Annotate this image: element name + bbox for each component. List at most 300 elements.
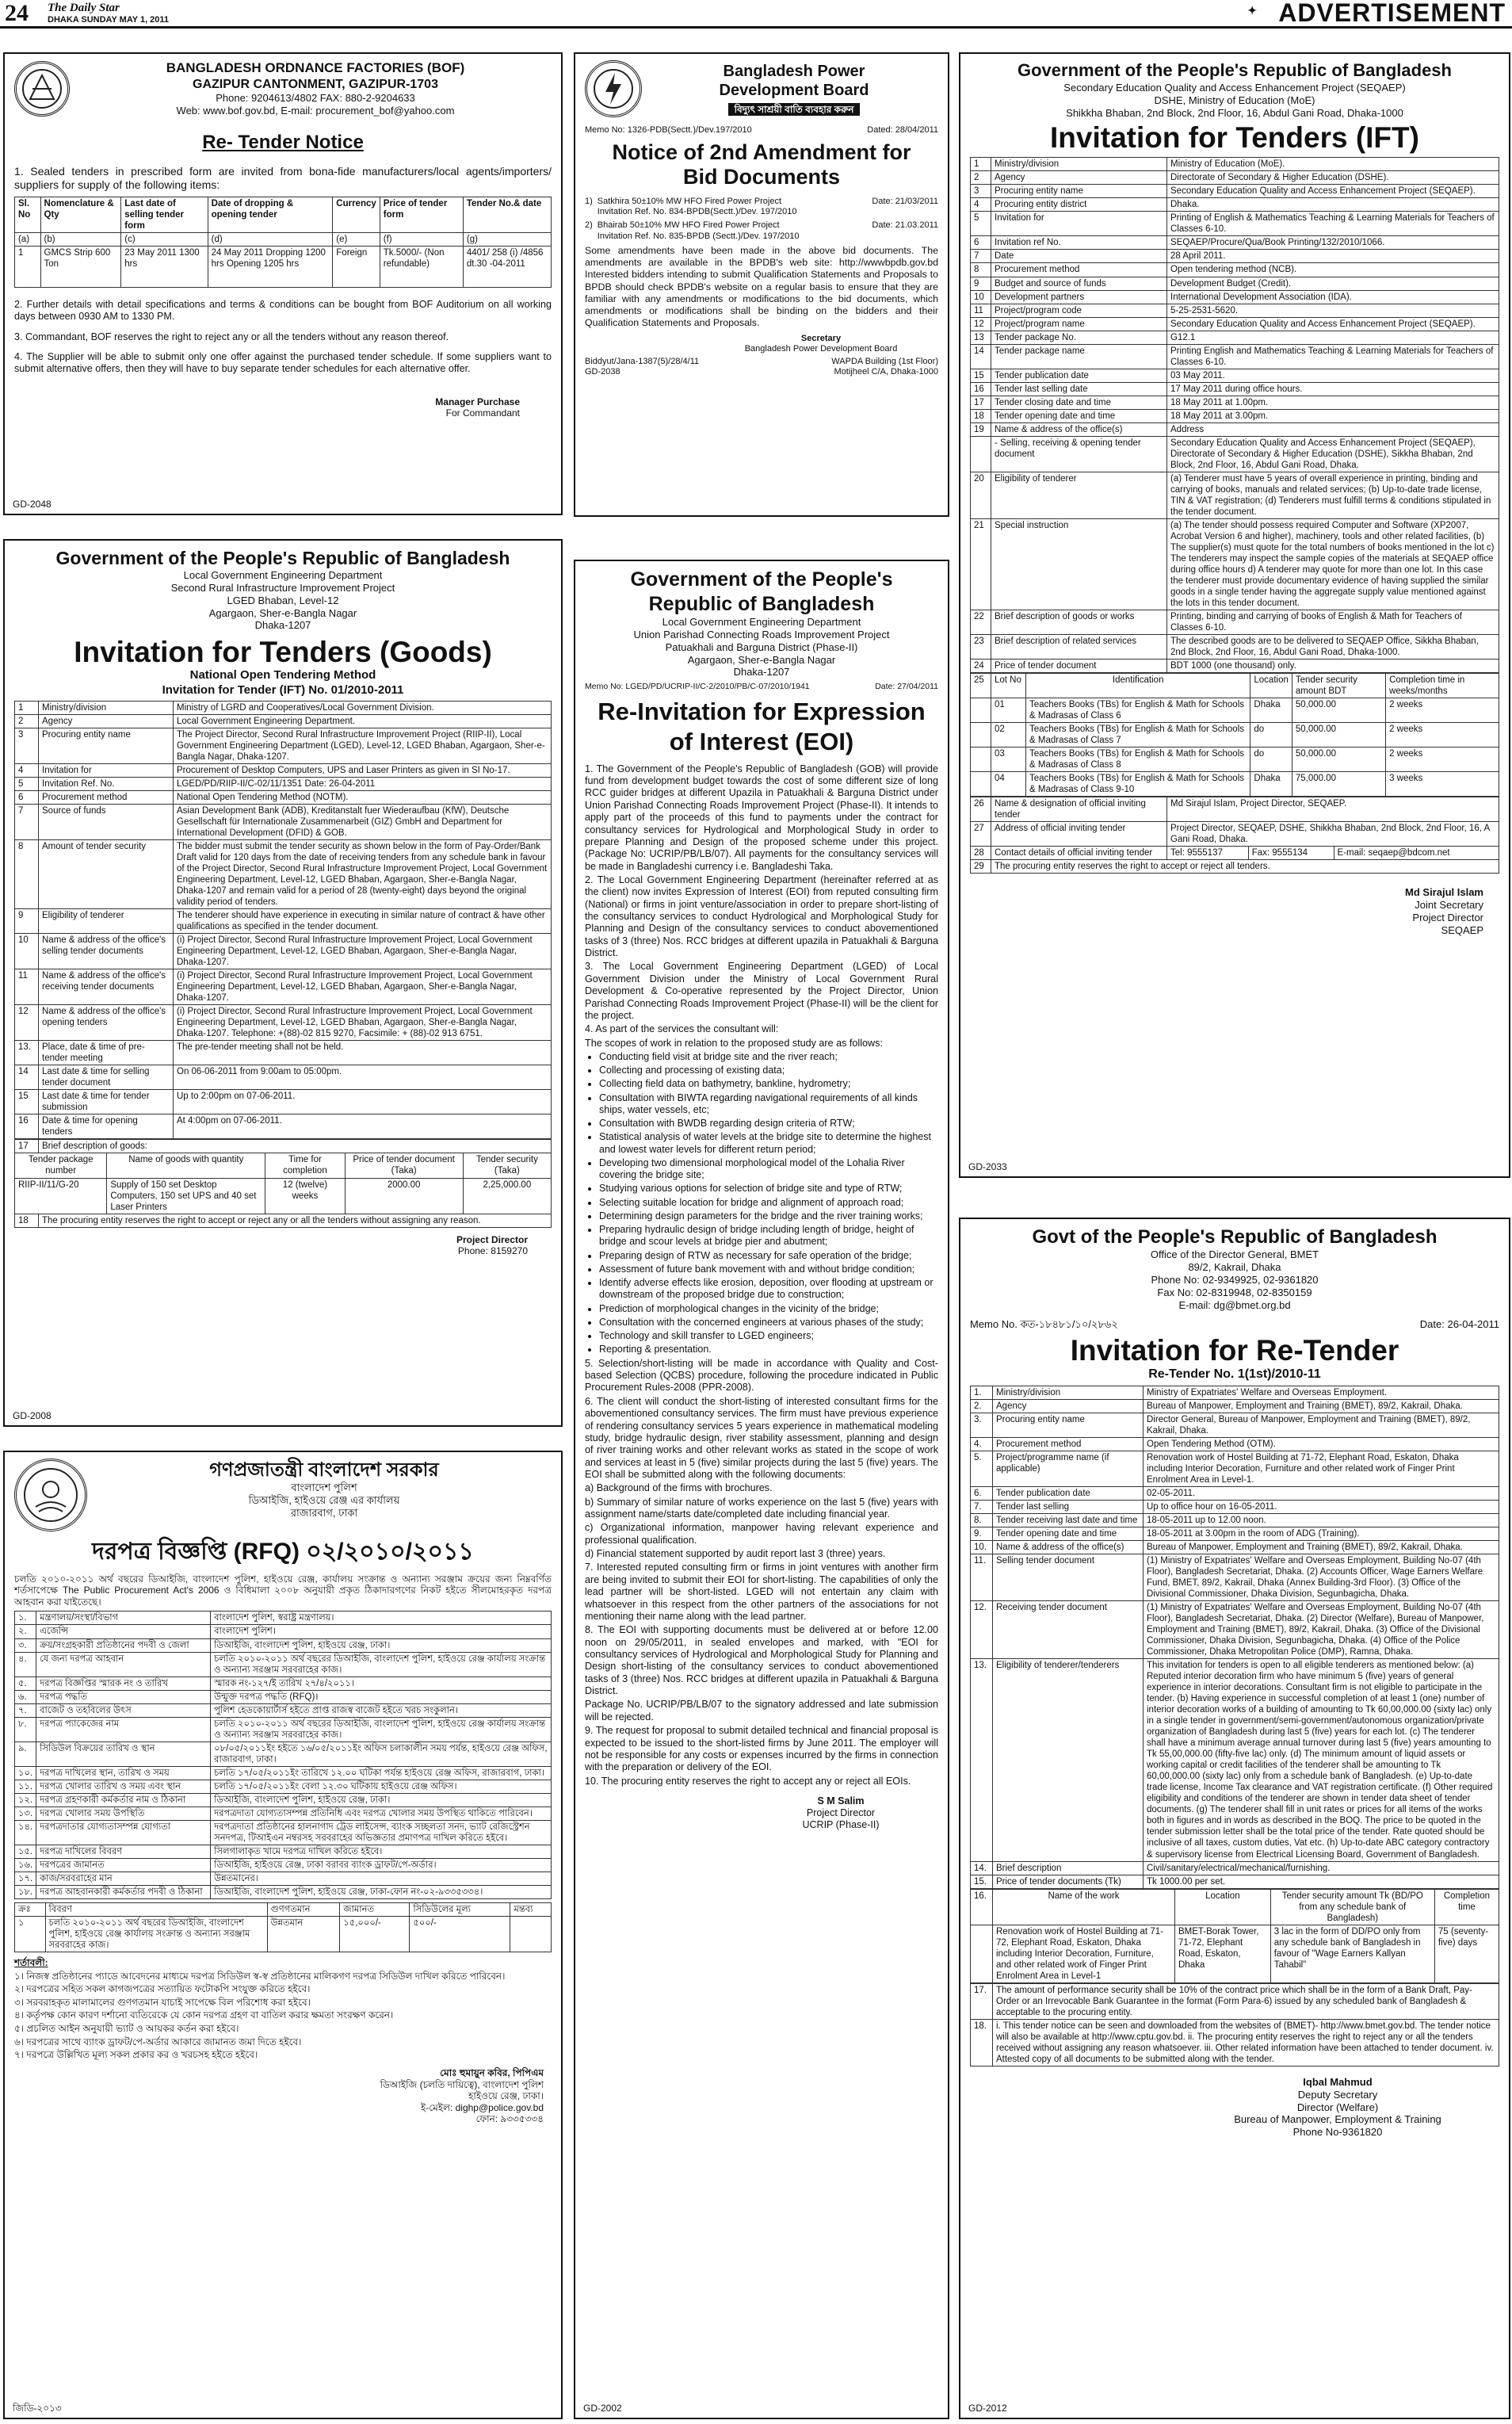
police-row (15, 1780, 552, 1793)
bpdb-org2: Development Board (719, 82, 869, 100)
lgedg-goods-head: Time for completion (265, 1153, 345, 1178)
police-title: দরপত্র বিজ্ঞপ্তি (RFQ) ০২/২০১০/২০১১ (92, 1539, 474, 1565)
police-sig4: ই-মেইল: dighp@police.gov.bd (421, 2101, 544, 2113)
seqaep-cell: 03 May 2011. (1167, 369, 1499, 382)
dateline: DHAKA SUNDAY MAY 1, 2011 (48, 15, 170, 25)
seqaep-cell: 13 (971, 331, 991, 344)
eoi-scope-item: • Studying various options for selection of bridge site and type of RTW; (599, 1183, 938, 1195)
police-row (15, 1625, 552, 1638)
seqaep-cell: Tender closing date and time (991, 396, 1167, 409)
police-row (15, 1742, 552, 1766)
bmet-cell: 4. (971, 1437, 993, 1451)
bmet-work-table (970, 1889, 1499, 1983)
seqaep-cell (971, 436, 991, 472)
eoi-scope-item: • Prediction of morphological changes in the vicinity of the bridge; (599, 1303, 938, 1315)
seqaep-r28-fax: Fax: 9555134 (1248, 847, 1334, 860)
bmet-cell: Ministry/division (993, 1386, 1144, 1399)
lgedg-cell: National Open Tendering Method (NOTM). (174, 791, 552, 805)
seqaep-lot-head: 25 (971, 674, 991, 698)
seqaep-row (971, 422, 1499, 436)
eoi-l2: Union Parishad Connecting Roads Improvement Project (633, 628, 890, 640)
police-row (15, 1766, 552, 1780)
bmet-l2: 89/2, Kakrail, Dhaka (1188, 1261, 1281, 1274)
police-cell: উন্মুক্ত দরপত্র পদ্ধতি (RFQ)। (211, 1690, 552, 1703)
lgedg-gov: Government of the People's Republic of Bangladesh (55, 548, 510, 568)
police-row (15, 1820, 552, 1845)
seqaep-cell: 7 (971, 250, 991, 263)
lgedg-cell: 16 (15, 1115, 39, 1139)
eoi-p4: 4. As part of the services the consultant will: (585, 1023, 779, 1035)
ad-bof-retender (3, 52, 563, 515)
bmet-cell: Procurement method (993, 1437, 1144, 1451)
eoi-scope-item: • Preparing hydraulic design of bridge including length of bridge, height of bridge and scour levels at bridge pier and abutment; (599, 1224, 938, 1248)
bof-title: Re- Tender Notice (202, 131, 364, 153)
bof-crest-icon (14, 61, 70, 117)
lgedg-cell: 9 (15, 909, 39, 934)
bof-sig2: For Commandant (445, 407, 520, 419)
seqaep-lot-cell: 50,000.00 (1292, 698, 1385, 723)
eoi-scope-item: • Statistical analysis of water levels at the bridge site to determine the highest and lowest water levels for different return period; (599, 1131, 938, 1156)
police-item-cell: উন্নতমান (267, 1916, 340, 1952)
seqaep-row (971, 185, 1499, 198)
police-cell: দরপত্র গ্রহণকারী কর্মকর্তার নাম ও ঠিকানা (36, 1793, 211, 1807)
bof-phone: Phone: 9204613/4802 FAX: 880-2-9204633 (216, 92, 415, 105)
bmet-w-head: Name of the work (993, 1889, 1175, 1925)
bpdb-item1-date: Date: 21/03/2011 (872, 196, 938, 206)
lgedg-r18: The procuring entity reserves the right to accept or reject any or all the tenders without assigning any reason. (39, 1214, 552, 1227)
bmet-cell: 12. (971, 1601, 993, 1659)
seqaep-lot-head: Lot No (991, 674, 1026, 698)
bmet-l3: Phone No: 02-9349925, 02-9361820 (1151, 1273, 1319, 1286)
seqaep-cell: 2 (971, 171, 991, 185)
seqaep-lot-spacer (971, 747, 991, 772)
lgedg-goods-head: Name of goods with quantity (107, 1153, 265, 1178)
seqaep-row (971, 610, 1499, 634)
eoi-p6: 6. The client will conduct the short-listing of interested consultant firms for the abovementioned consultancy services. The firm must have previous experience of rendering consultancy services 5 years experience in mathematical modeling study, bridge hydraulic design, river stability assessment, planning and design of river training works and other relevant works as stated in the scope of work and services at least in 5 (five) similar projects during the last 5 (five) years. The EOI shall be submitted along with the following documents: (585, 1395, 938, 1480)
bmet-cell: 14. (971, 1861, 993, 1875)
police-cell: চলতি ১৭/০৫/২০১১ইং বেলা ১২.৩০ ঘটিকায় হাইওয়ে রেঞ্জ অফিস। (211, 1780, 552, 1793)
police-cell: ৫. (15, 1677, 36, 1690)
seqaep-lot-spacer (971, 723, 991, 747)
police-row (15, 1885, 552, 1898)
seqaep-cell: 24 (971, 659, 991, 672)
seqaep-lot-cell: 01 (991, 698, 1026, 723)
bmet-code: GD-2012 (968, 2403, 1007, 2414)
seqaep-cell: Ministry/division (991, 158, 1167, 171)
bmet-cell: 6. (971, 1487, 993, 1501)
bof-table (14, 197, 552, 288)
seqaep-lot-cell: 04 (991, 772, 1026, 797)
police-item-head: মন্তব্য (510, 1902, 552, 1916)
police-term: ১। নিজস্ব প্রতিষ্ঠানের প্যাডে আবেদনের মাধ্যমে দরপত্র সিডিউল স্ব-স্ব প্রতিষ্ঠানের মালিকগণ দরপত্র সিডিউল দাখিল করিতে পারিবেন। (14, 1970, 506, 1982)
bpdb-addr2: Motijheel C/A, Dhaka-1000 (834, 367, 938, 377)
star-logo-icon: ✦ (1247, 6, 1257, 17)
police-cell: যে জন্য দরপত্র আহবান (36, 1652, 211, 1677)
bmet-row (971, 1861, 1499, 1875)
ad-lged-goods (3, 539, 563, 1427)
police-terms (14, 1971, 552, 2061)
seqaep-cell: 5-25-2531-5620. (1167, 304, 1499, 317)
eoi-p8b: Package No. UCRIP/PB/LB/07 to the signatory addressed and late submission will be rejected. (585, 1699, 938, 1722)
bpdb-ref: Biddyut/Jana-1387(5)/28/4/11 (585, 356, 700, 366)
police-item-cell (510, 1916, 552, 1952)
ad-seqaep-ift (959, 52, 1510, 1178)
seqaep-lot-cell: 3 weeks (1386, 772, 1499, 797)
bmet-l5: E-mail: dg@bmet.org.bd (1178, 1298, 1291, 1311)
bmet-cell: 3. (971, 1413, 993, 1437)
bmet-cell: Eligibility of tenderer/tenderers (993, 1659, 1144, 1861)
seqaep-lot-cell: 2 weeks (1386, 698, 1499, 723)
police-code: জিডি-২০১৩ (13, 2403, 62, 2414)
seqaep-cell: 14 (971, 344, 991, 369)
police-cell: চলতি ২০১০-২০১১ অর্থ বছরের ডিআইজি, বাংলাদেশ পুলিশ, হাইওয়ে রেঞ্জ কার্যালয় সংক্রান্ত ও অন্যান্য সরঞ্জাম সরবরাহের কাজ। (211, 1717, 552, 1742)
lgedg-cell: Ministry/division (39, 701, 174, 714)
bmet-row (971, 1875, 1499, 1888)
bmet-cell: Agency (993, 1399, 1144, 1413)
bof-letter: (d) (208, 232, 333, 246)
lgedg-cell: The tenderer should have experience in executing in similar nature of contract & have other qualifications as specified in the tender document. (174, 909, 552, 934)
bof-letter: (e) (333, 232, 380, 246)
seqaep-table (970, 157, 1499, 673)
lgedg-cell: (i) Project Director, Second Rural Infrastructure Improvement Project, Local Government Engineering Department, Level-12, LGED Bhaban, Agargaon, Sher-e-Bangla Nagar, Dhaka-1207. (174, 969, 552, 1005)
seqaep-cell: Printing of English & Mathematics Teaching & Learning Materials for Teachers of Classes 6-10. (1167, 212, 1499, 236)
bmet-w-head: Location (1175, 1889, 1271, 1925)
police-cell: দরপত্র প্যাকেজের নাম (36, 1717, 211, 1742)
lgedg-row (15, 777, 552, 790)
seqaep-cell: 22 (971, 610, 991, 634)
bof-intro: 1. Sealed tenders in prescribed form are invited from bona-fide manufacturers/local agents/importers/ suppliers for supply of the following items: (14, 164, 552, 191)
lgedg-l5: Dhaka-1207 (254, 619, 311, 632)
seqaep-r29-text: The procuring entity reserves the right to accept or reject all tenders. (991, 860, 1499, 874)
seqaep-r28-email: E-mail: seqaep@bdcom.net (1334, 847, 1499, 860)
bmet-cell: Tender receiving last date and time (993, 1514, 1144, 1527)
lgedg-cell: Name & address of the office's selling tender documents (39, 934, 174, 969)
seqaep-row (971, 659, 1499, 672)
police-cell: দরপত্রদাতা প্রতিষ্ঠানের হালনাগাদ ট্রেড লাইসেন্স, ব্যাংক সচ্ছলতা সনদ, ভ্যাট রেজিস্ট্রেশন সনদপত্র, টিআইএন নম্বরসহ সরবরাহের অভিজ্ঞতার প্রমাণপত্র দাখিল করিতে হইবে। (211, 1820, 552, 1845)
seqaep-row (971, 158, 1499, 171)
bmet-cell: Renovation work of Hostel Building at 71-72, Elephant Road, Eskaton, Dhaka including Interior Decoration, Furniture and other related work of Finger Print Enrolment Area in Level-1. (1144, 1451, 1499, 1486)
eoi-scope-item: • Preparing design of RTW as necessary for safe operation of the bridge; (599, 1250, 938, 1262)
bpdb-item2-name: Bhairab 50±10% MW HFO Fired Power Project (597, 220, 780, 231)
eoi-scope-item: • Identify adverse effects like erosion, deposition, over flooding at upstream or downstream of the proposed bridge due to construction; (599, 1277, 938, 1302)
bmet-row (971, 1659, 1499, 1861)
seqaep-sig2: Joint Secretary (1415, 899, 1483, 912)
lgedg-cell: The Project Director, Second Rural Infrastructure Improvement Project (RIIP-II), Local Government Engineering Department (LGED), Level-12, LGED Bhaban, Agargaon, Sher-e-Bangla Nagar, Dhaka-1207. (174, 728, 552, 763)
lgedg-cell: Last date & time for tender submission (39, 1090, 174, 1115)
police-cell: মন্ত্রণালয়/সংস্থা/বিভাগ (36, 1612, 211, 1625)
eoi-sig1: S M Salim (817, 1795, 865, 1807)
seqaep-r26-no: 26 (971, 797, 991, 822)
seqaep-row (971, 212, 1499, 236)
seqaep-cell: Directorate of Secondary & Higher Education (DSHE). (1167, 171, 1499, 185)
police-cell: দরপত্রের জামানত (36, 1858, 211, 1872)
police-cell: ১৫. (15, 1845, 36, 1858)
police-cell: দরপত্র খোলার তারিখ ও সময় এবং স্থান (36, 1780, 211, 1793)
seqaep-cell: 9 (971, 277, 991, 290)
bof-letter: (a) (15, 232, 41, 246)
bmet-w-cell: BMET-Borak Tower, 71-72, Elephant Road, Eskaton, Dhaka (1175, 1925, 1271, 1982)
lgedg-row (15, 1005, 552, 1041)
lgedg-cell: 11 (15, 969, 39, 1005)
bmet-cell: Director General, Bureau of Manpower, Employment and Training (BMET), 89/2, Kakrail, Dhaka. (1144, 1413, 1499, 1437)
police-cell: ১৬. (15, 1858, 36, 1872)
bmet-row (971, 1399, 1499, 1413)
lgedg-row (15, 763, 552, 777)
bmet-w-head: 16. (971, 1889, 993, 1925)
eoi-p10: 10. The procuring entity reserves the right to accept any or reject all EOIs. (585, 1775, 911, 1787)
police-term: ৬। দরপত্রের সাথে ব্যাংক ড্রাফট/পে-অর্ডার আকারে জামানত জমা দিতে হইবে। (14, 2036, 302, 2047)
police-row (15, 1690, 552, 1703)
lgedg-r17: Brief description of goods: (39, 1140, 552, 1153)
seqaep-cell: Development partners (991, 290, 1167, 304)
seqaep-lot-cell: Teachers Books (TBs) for English & Math for Schools & Madrasas of Class 7 (1026, 723, 1250, 747)
seqaep-lot-cell: 50,000.00 (1292, 747, 1385, 772)
bmet-cell: Project/programme name (if applicable) (993, 1451, 1144, 1486)
police-cell: ডিআইজি, বাংলাদেশ পুলিশ, হাইওয়ে রেঞ্জ, ঢাকা। (211, 1793, 552, 1807)
bmet-row (971, 1501, 1499, 1514)
eoi-p6b: b) Summary of similar nature of works experience on the last 5 (five) years with assignment name/starts date/completed date including financial year. (585, 1496, 938, 1520)
lgedg-l3: LGED Bhaban, Level-12 (227, 594, 339, 606)
police-sig2: ডিআইজি (চলতি দায়িত্বে), বাংলাদেশ পুলিশ (380, 2078, 544, 2090)
bmet-sig4: Bureau of Manpower, Employment & Training (1234, 2113, 1441, 2126)
bmet-row (971, 1437, 1499, 1451)
bof-note2: 2. Further details with detail specifications and terms & conditions can be bought from BOF Auditorium on all working days between 0930 AM to 1330 PM. (14, 298, 552, 323)
eoi-p7: 7. Interested reputed consulting firm or firms in joint ventures with another firm are being invited to submit their EOI for short-listing. The capabilities of only the lead partner will be short-listed. LGED will not entertain any claim with whatsoever in this respect from the other partners of the associations for not mentioning their name along with the lead partner. (585, 1562, 938, 1622)
seqaep-cell: Price of tender document (991, 659, 1167, 672)
seqaep-cell: Printing English and Mathematics Teaching & Learning Materials for Teachers of Classes 6-10. (1167, 344, 1499, 369)
bpdb-item2-ref: Invitation Ref. No. 835-BPDB (Sectt.)/Dev. 197/2010 (597, 231, 800, 241)
lgedg-l2: Second Rural Infrastructure Improvement Project (170, 581, 395, 594)
seqaep-lot-cell: 02 (991, 723, 1026, 747)
eoi-title2: of Interest (EOI) (669, 727, 854, 755)
seqaep-cell: SEQAEP/Procure/Qua/Book Printing/132/2010/1066. (1167, 236, 1499, 250)
lgedg-cell: 5 (15, 777, 39, 790)
seqaep-sig1: Md Sirajul Islam (1405, 886, 1483, 899)
seqaep-l1: Secondary Education Quality and Access Enhancement Project (SEQAEP) (1063, 81, 1406, 94)
seqaep-l3: Shikkha Bhaban, 2nd Block, 2nd Floor, 16, Abdul Gani Road, Dhaka-1000 (1066, 106, 1403, 119)
lgedg-sig2: Phone: 8159270 (457, 1245, 528, 1257)
ad-police-rfq (3, 1451, 563, 2419)
lgedg-sig1: Project Director (456, 1233, 528, 1245)
bmet-cell: Up to office hour on 16-05-2011. (1144, 1501, 1499, 1514)
lgedg-cell: Last date & time for selling tender document (39, 1065, 174, 1090)
bpdb-code: GD-2038 (585, 367, 620, 377)
seqaep-cell: 6 (971, 236, 991, 250)
seqaep-cell: Procurement method (991, 263, 1167, 277)
eoi-p4b: The scopes of work in relation to the proposed study are as follows: (585, 1037, 883, 1049)
eoi-p6a: a) Background of the firms with brochures. (585, 1482, 773, 1494)
police-sig1: মোঃ হুমায়ুন কবির, পিপিএম (440, 2067, 544, 2078)
bmet-w-head: Tender security amount Tk (BD/PO from any schedule bank of Bangladesh) (1270, 1889, 1434, 1925)
police-cell: দরপত্র পদ্ধতি (36, 1690, 211, 1703)
lgedg-cell: On 06-06-2011 from 9:00am to 05:00pm. (174, 1065, 552, 1090)
seqaep-row (971, 236, 1499, 250)
police-cell: সিলগালাকৃত খামে দরপত্র দাখিল করিতে হইবে। (211, 1845, 552, 1858)
police-row (15, 1793, 552, 1807)
lgedg-row (15, 728, 552, 763)
bof-letter: (g) (463, 232, 551, 246)
bmet-cell: 1. (971, 1386, 993, 1399)
bmet-cell: Name & address of the office(s) (993, 1541, 1144, 1554)
lgedg-cell: Procuring entity name (39, 728, 174, 763)
eoi-sig3: UCRIP (Phase-II) (802, 1819, 880, 1831)
bof-letter: (b) (40, 232, 121, 246)
seqaep-cell: Tender last selling date (991, 382, 1167, 396)
lgedg-title: Invitation for Tenders (Goods) (74, 636, 492, 669)
bmet-row (971, 1413, 1499, 1437)
bof-address: GAZIPUR CANTONMENT, GAZIPUR-1703 (193, 77, 438, 91)
bof-code: GD-2048 (13, 499, 52, 510)
seqaep-row (971, 331, 1499, 344)
seqaep-lot-cell: 03 (991, 747, 1026, 772)
bmet-w-cell (971, 1925, 993, 1982)
seqaep-cell: 11 (971, 304, 991, 317)
seqaep-cell: 18 May 2011 at 1.00pm. (1167, 396, 1499, 409)
police-term: ২। দরপত্রের সহিত সকল কাগজপত্রের সত্যায়িত ফটোকপি সংযুক্ত করিতে হইবে। (14, 1983, 311, 1995)
bmet-cell: This invitation for tenders is open to all eligible tenderers as mentioned below: (a) Reputed interior decoration firm who have minimum 5 (five) years of general experience in interior decorations. Consultant firm is not eligible to participate in the tender. (b) Having experience in successful completion of at least 1 (one) number of interior decoration works of a building of amounting to Tk 60,00,000.00 (sixty lac) only in a single tender in government/semi-government/autonomous organization/private organization of Bangladesh during last 5 (five) years for each lot. (c) The tenderer shall have a minimum average annual turnover during last 5 (five) years amounting to Tk 55,00,000.00 (fifty-five lac) only. (d) The minimum amount of liquid assets or working capital or credit facilities of the tenderer shall be amounting to Tk 60,00,000.00 (sixty lac) only from a schedule bank of Bangladesh. (e) Up-to-date trade license, Income Tax clearance and VAT registration certificate. (f) Other required eligibility and conditions of the tenderer are shown in tender data sheet of tender documents. (g) The tenderer shall fill in unit rates or prices for all items of the works both in figures and in words as described in the BOQ. The price to be quoted in the tender submission letter shall be the total price of the tender. Rate quoted should be inclusive of all taxes, custom duties, Vat etc. (h) Up-to-date ABC category contractory & supervisory license from Electrical Licensing Board, Government of Bangladesh. (1144, 1659, 1499, 1861)
bpdb-item1-ref: Invitation Ref. No. 834-BPDB(Sectt.)/Dev. 197/2010 (597, 206, 797, 216)
police-sig3: হাইওয়ে রেঞ্জ, ঢাকা। (468, 2090, 544, 2102)
police-cell: পুলিশ হেডকোয়ার্টার্স হইতে প্রাপ্ত রাজস্ব বাজেট হইতে খরচ সংকুলান। (211, 1703, 552, 1717)
bmet-w-cell: Renovation work of Hostel Building at 71-72, Elephant Road, Eskaton, Dhaka including Interior Decoration, Furniture, and other related work of Finger Print Enrolment Area in Level-1 (993, 1925, 1175, 1982)
bmet-cell: Brief description (993, 1861, 1144, 1875)
seqaep-cell: Procuring entity name (991, 185, 1167, 198)
bmet-row (971, 1451, 1499, 1486)
bmet-cell: Bureau of Manpower, Employment and Training (BMET), 89/2, Kakrail, Dhaka. (1144, 1399, 1499, 1413)
lgedg-row (15, 714, 552, 728)
seqaep-lots-table (970, 673, 1499, 797)
police-cell: ৮. (15, 1717, 36, 1742)
bmet-row (971, 1386, 1499, 1399)
lgedg-cell: 4 (15, 763, 39, 777)
police-row (15, 1612, 552, 1625)
bpdb-logo-icon (585, 60, 642, 117)
seqaep-cell: Open tendering method (NCB). (1167, 263, 1499, 277)
seqaep-cell: Project/program code (991, 304, 1167, 317)
seqaep-contact-table (970, 797, 1499, 874)
bmet-cell: 18-05-2011 up to 12.00 noon. (1144, 1514, 1499, 1527)
seqaep-cell: 21 (971, 518, 991, 610)
seqaep-row (971, 396, 1499, 409)
seqaep-cell: 3 (971, 185, 991, 198)
bof-col: Last date of selling tender form (121, 197, 208, 232)
police-l3: রাজারবাগ, ঢাকা (290, 1506, 358, 1519)
seqaep-sig3: Project Director (1412, 911, 1483, 923)
eoi-scope-item: • Collecting and processing of existing data; (599, 1065, 938, 1076)
police-cell: ৬. (15, 1690, 36, 1703)
eoi-code: GD-2002 (583, 2403, 622, 2414)
bmet-row (971, 1527, 1499, 1541)
seqaep-row (971, 518, 1499, 610)
police-cell: ১৩. (15, 1807, 36, 1820)
bmet-r17-text: The amount of performance security shall be 10% of the contract price which shall be in the form of a Bank Draft, Pay-Order or an Irrevocable Bank Guarantee in the format (Form Para-6) issued by any scheduled bank of Bangladesh & acceptable to the procuring entity. (993, 1983, 1499, 2019)
seqaep-cell: (a) Tenderer must have 5 years of overall experience in printing, binding and carrying of books, manuals and related services; (b) Up-to-date trade license, TIN & VAT registration; (d) Tenderers must fulfill terms & conditions stipulated in the tender document. (1167, 472, 1499, 518)
seqaep-r29-no: 29 (971, 860, 991, 874)
seqaep-cell: Dhaka. (1167, 198, 1499, 212)
seqaep-cell: Tender package No. (991, 331, 1167, 344)
police-item-head: জামানত (340, 1902, 410, 1916)
bmet-row (971, 1514, 1499, 1527)
eoi-p5: 5. Selection/short-listing will be made in accordance with Quality and Cost-based Selection (QCBS) procedure, following the procedure indicated in Public Procurement Rules-2008 (PPR-2008). (585, 1357, 938, 1394)
lgedg-row (15, 909, 552, 934)
seqaep-gov: Government of the People's Republic of Bangladesh (1018, 60, 1452, 80)
lgedg-cell: Invitation Ref. No. (39, 777, 174, 790)
bmet-cell: Bureau of Manpower, Employment and Training (BMET), 89/2, Kakrail, Dhaka. (1144, 1541, 1499, 1554)
seqaep-row (971, 409, 1499, 422)
bmet-cell: (1) Ministry of Expatriates' Welfare and Overseas Employment, Building No-07 (4th Floor), Bangladesh Secretariat, Dhaka. (2) Accounts Officer, Wage Earners Welfare Fund, BMET, 89/2, Kakrail, Dhaka (Annex Building-3rd Floor). (3) Office of the Divisional Commissioner, Dhaka Division, Segunbagicha, Dhaka. (1144, 1554, 1499, 1601)
bmet-cell: 2. (971, 1399, 993, 1413)
seqaep-row (971, 263, 1499, 277)
lgedg-goods-cell: 2,25,000.00 (463, 1178, 551, 1214)
police-term: ৪। কর্তৃপক্ষ কোন কারণ দর্শানো ব্যতিরেকে যে কোন দরপত্র গ্রহণ বা বাতিল করার ক্ষমতা সংরক্ষণ করেন। (14, 2009, 394, 2021)
police-cell: ডিআইজি, বাংলাদেশ পুলিশ, হাইওয়ে রেঞ্জ, ঢাকা-ফোন নং-০২-৯৩৩৫৩৩৪। (211, 1885, 552, 1898)
bpdb-title2: Bid Documents (682, 165, 841, 189)
eoi-p6c: c) Organizational information, manpower having relevant experience and professional qualification. (585, 1522, 938, 1546)
eoi-p8: 8. The EOI with supporting documents must be delivered at or before 12.00 noon on 29/05/2011, in sealed envelopes and marked, with "EOI for consultancy services of Hydrological and Morphological Study for Planning and Design short-listing of the consultancy services to conduct abovementioned tasks of 3 (three) Nos. RCC bridges at different upazila in Patuakhali & Barguna District. (585, 1624, 938, 1697)
police-cell: ১০. (15, 1766, 36, 1780)
police-cell: কাজ/সরবরাহের মান (36, 1872, 211, 1885)
seqaep-cell: The described goods are to be delivered to SEQAEP Office, Sikkha Bhaban, 2nd Block, 2nd Floor, 16, Abdul Gani Road, Dhaka-1000. (1167, 634, 1499, 659)
lgedg-cell: (i) Project Director, Second Rural Infrastructure Improvement Project, Local Government Engineering Department, Level-12, LGED Bhaban, Agargaon, Sher-e-Bangla Nagar, Dhaka-1207. Telephone: +(88)-02 815 9270, Facsimile: + (88)-02 913 6751. (174, 1005, 552, 1041)
lgedg-goods-cell: RIIP-II/11/G-20 (15, 1178, 107, 1214)
seqaep-cell: 17 (971, 396, 991, 409)
seqaep-cell: Project/program name (991, 317, 1167, 331)
bof-note3: 3. Commandant, BOF reserves the right to reject any or all the tenders without any reason thereof. (14, 331, 449, 342)
police-row (15, 1845, 552, 1858)
bpdb-item2-date: Date: 21.03.2011 (872, 220, 938, 231)
police-gov: গণপ্রজাতন্ত্রী বাংলাদেশ সরকার (209, 1459, 439, 1481)
seqaep-lot-cell: 75,000.00 (1292, 772, 1385, 797)
bmet-row (971, 1541, 1499, 1554)
seqaep-lot-head: Tender security amount BDT (1292, 674, 1385, 698)
bmet-cell: 5. (971, 1451, 993, 1486)
seqaep-row (971, 277, 1499, 290)
police-cell: চলতি ২০১০-২০১১ অর্থ বছরের ডিআইজি, বাংলাদেশ পুলিশ, হাইওয়ে রেঞ্জ কার্যালয় সংক্রান্ত ও অন্যান্য সরঞ্জাম সরবরাহের কাজ। (211, 1652, 552, 1677)
lgedg-cell: At 4:00pm on 07-06-2011. (174, 1115, 552, 1139)
police-table (14, 1611, 552, 1898)
lgedg-cell: Eligibility of tenderer (39, 909, 174, 934)
seqaep-lot-cell: 2 weeks (1386, 723, 1499, 747)
seqaep-r26-value: Md Sirajul Islam, Project Director, SEQAEP. (1167, 797, 1499, 822)
lgedg-row (15, 840, 552, 909)
seqaep-row (971, 369, 1499, 382)
seqaep-lot-cell: 2 weeks (1386, 747, 1499, 772)
seqaep-cell: Tender publication date (991, 369, 1167, 382)
police-cell: ডিআইজি, বাংলাদেশ পুলিশ, হাইওয়ে রেঞ্জ, ঢাকা। (211, 1638, 552, 1652)
eoi-p1: 1. The Government of the People's Republic of Bangladesh (GOB) will provide fund from development budget towards the cost of some different size of long RCC guider bridges at different Upazila in Patuakhali & Barguna District under Union Parishad Connecting Roads Improvement Project (Phase-II). It intends to apply part of the proceeds of this fund to payments under the contract for consultancy services for Hydrological and Morphological Study in order to prepare Planning and Design of the proposed scheme under this project. (Package No: UCRIP/PB/LB/07). All payments for the consultancy services will be made in Bangladeshi currency i.e. Bangladeshi Taka. (585, 763, 938, 872)
bmet-r17-no: 17. (971, 1983, 993, 2019)
lgedg-cell: 3 (15, 728, 39, 763)
bmet-cell: Civil/sanitary/electrical/mechanical/furnishing. (1144, 1861, 1499, 1875)
police-terms-title: শর্তাবলী: (14, 1956, 48, 1968)
bmet-r18-text: i. This tender notice can be seen and downloaded from the websites of (BMET)- http://www.bmet.gov.bd. The tender notice will also be available at http://www.cptu.gov.bd. ii. The procuring entity reserves the right to reject any or all the tenders received without assigning any reason whatsoever. iii. Other related information have been attached to tender document. iv. Attested copy of all documents to be submitted along with the tender. (993, 2019, 1499, 2066)
lgedg-cell: Local Government Engineering Department. (174, 714, 552, 728)
lgedg-cell: (i) Project Director, Second Rural Infrastructure Improvement Project, Local Government Engineering Department, Level-12, LGED Bhaban, Agargaon, Sher-e-Bangla Nagar, Dhaka-1207. (174, 934, 552, 969)
bmet-cell: 15. (971, 1875, 993, 1888)
lgedg-row (15, 791, 552, 805)
lgedg-l4: Agargaon, Sher-e-Bangla Nagar (208, 606, 357, 619)
bmet-row (971, 1487, 1499, 1501)
police-cell: দরপত্র বিজ্ঞপ্তির স্মারক নং ও তারিখ (36, 1677, 211, 1690)
lgedg-goods-head: Tender package number (15, 1153, 107, 1178)
seqaep-row (971, 304, 1499, 317)
police-row (15, 1638, 552, 1652)
bmet-table (970, 1386, 1499, 1889)
bmet-title: Invitation for Re-Tender (1070, 1334, 1399, 1367)
seqaep-cell: Tender opening date and time (991, 409, 1167, 422)
bmet-cell: Open Tendering Method (OTM). (1144, 1437, 1499, 1451)
seqaep-cell: G12.1 (1167, 331, 1499, 344)
